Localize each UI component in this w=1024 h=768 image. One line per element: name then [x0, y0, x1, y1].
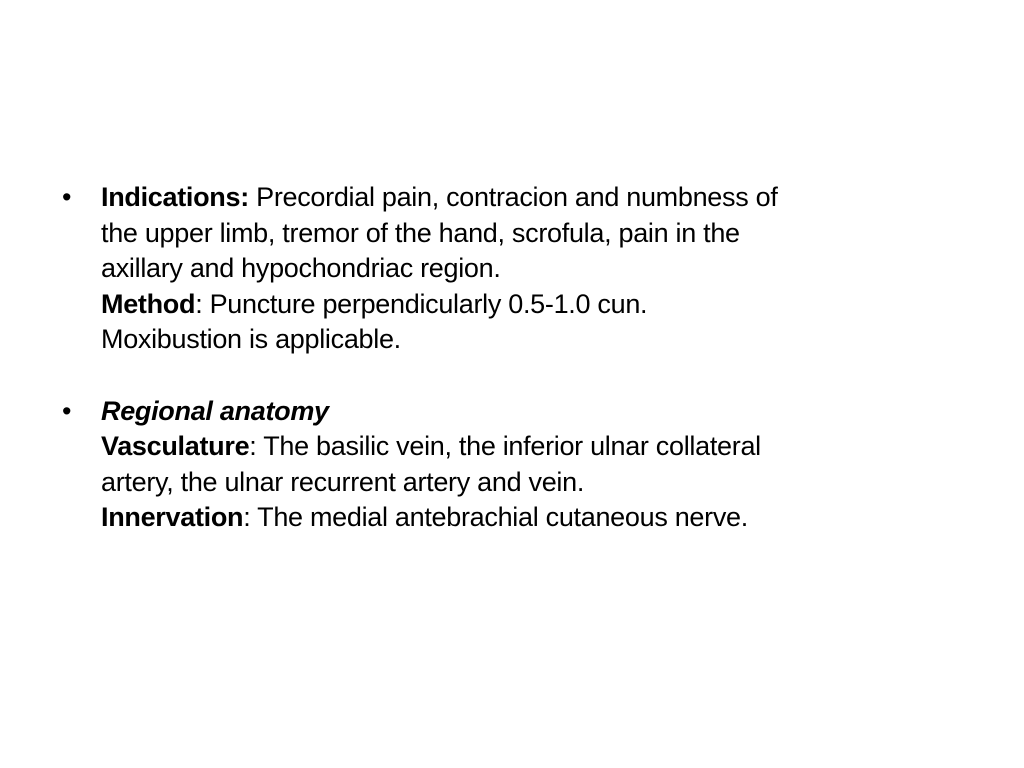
vasculature-line — [101, 429, 962, 465]
innervation-line — [101, 500, 962, 536]
bullet-icon: • — [62, 395, 72, 426]
bullet-indications — [62, 180, 962, 358]
method-text-line: Moxibustion is applicable. — [101, 324, 401, 354]
bullet-icon: • — [62, 182, 72, 212]
regional-anatomy-heading — [101, 394, 962, 430]
vasculature-text-line: artery, the ulnar recurrent artery and vein. — [101, 466, 585, 497]
bullet-regional-anatomy — [62, 394, 962, 536]
slide-content — [62, 180, 962, 536]
method-heading: Method — [101, 288, 196, 319]
method-text: : Puncture perpendicularly 0.5-1.0 cun. — [195, 288, 648, 319]
indications-heading: Indications: — [101, 182, 249, 212]
vasculature-heading: Vasculature — [101, 431, 250, 461]
indications-text-line: the upper limb, tremor of the hand, scrofula, pain in the — [101, 217, 740, 248]
innervation-text: : The medial antebrachial cutaneous nerve. — [243, 502, 748, 532]
innervation-heading: Innervation — [101, 502, 244, 532]
vasculature-text: : The basilic vein, the inferior ulnar collateral — [249, 431, 761, 461]
indications-text: Precordial pain, contracion and numbness of — [248, 182, 778, 212]
regional-anatomy-title: Regional anatomy — [101, 395, 329, 426]
indications-text-line: axillary and hypochondriac region. — [101, 253, 501, 283]
indications-line — [101, 180, 962, 216]
method-line — [101, 287, 962, 323]
